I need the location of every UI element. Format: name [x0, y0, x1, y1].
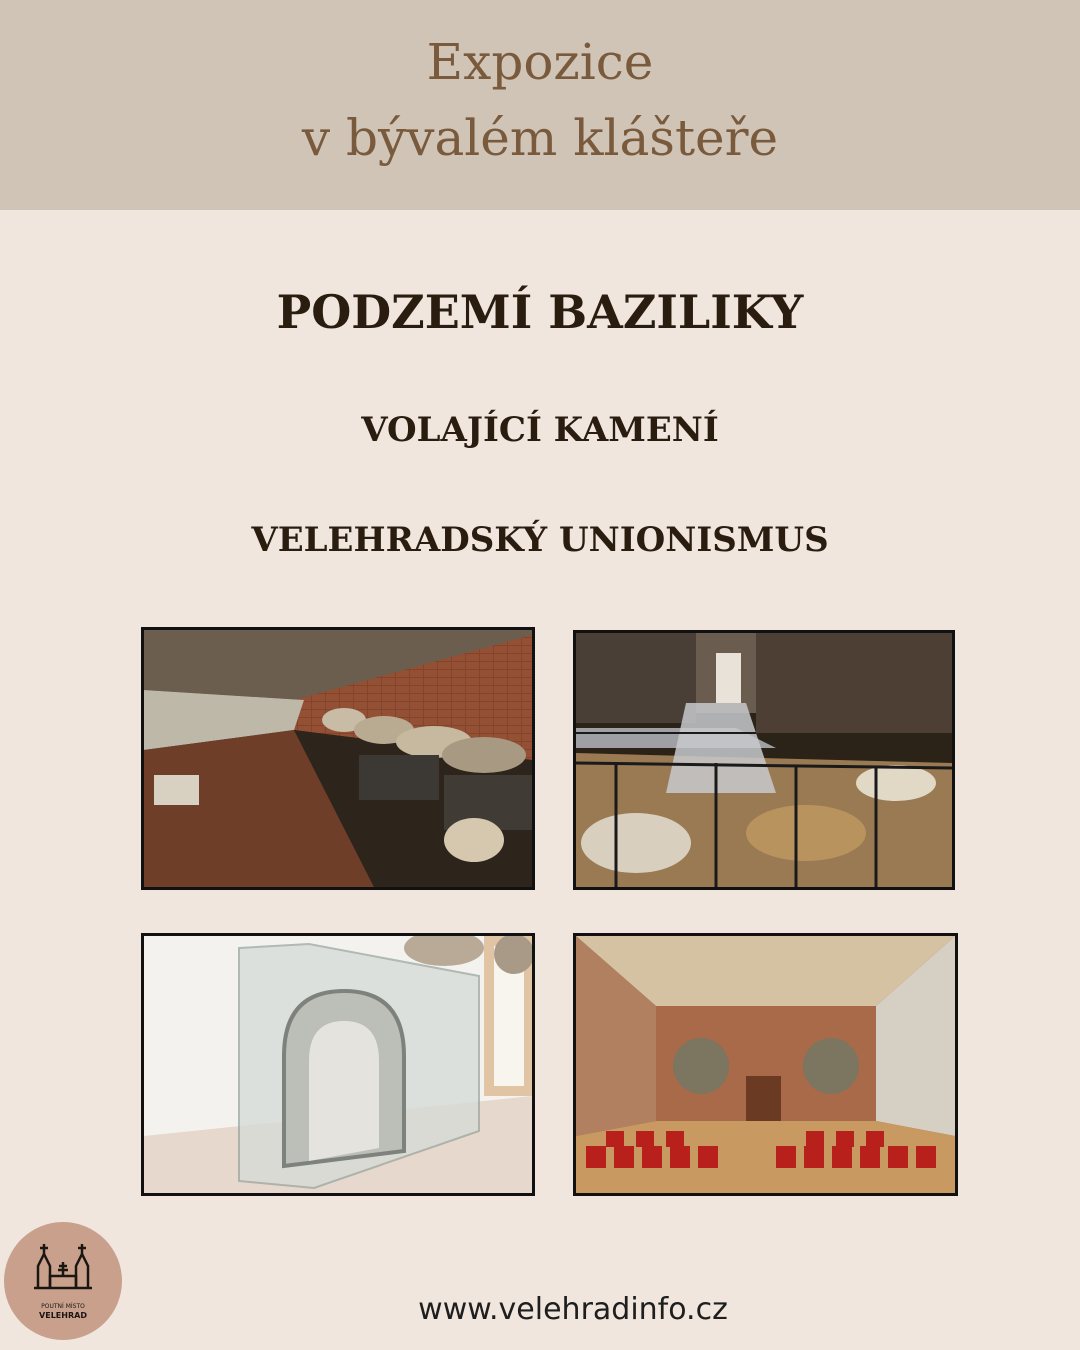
header-band [0, 0, 1080, 210]
subtitle-velehradsky-unionismus: VELEHRADSKÝ UNIONISMUS [251, 520, 829, 560]
header-title-line-1: Expozice [426, 33, 654, 91]
website-url[interactable]: www.velehradinfo.cz [418, 1292, 728, 1327]
photo-hall-red-chairs [573, 933, 958, 1196]
subtitle-volajici-kameni: VOLAJÍCÍ KAMENÍ [361, 410, 719, 450]
photo-underground-corridor [141, 627, 535, 890]
photo-glass-portal-display [141, 933, 535, 1196]
header-title-line-2: v bývalém klášteře [301, 109, 779, 167]
church-towers-icon [34, 1244, 92, 1288]
page-title: PODZEMÍ BAZILIKY [276, 285, 804, 339]
svg-text:POUTNÍ MÍSTO: POUTNÍ MÍSTO [41, 1303, 85, 1310]
photo-excavation-walkway [573, 630, 955, 890]
svg-text:VELEHRAD: VELEHRAD [39, 1311, 87, 1320]
